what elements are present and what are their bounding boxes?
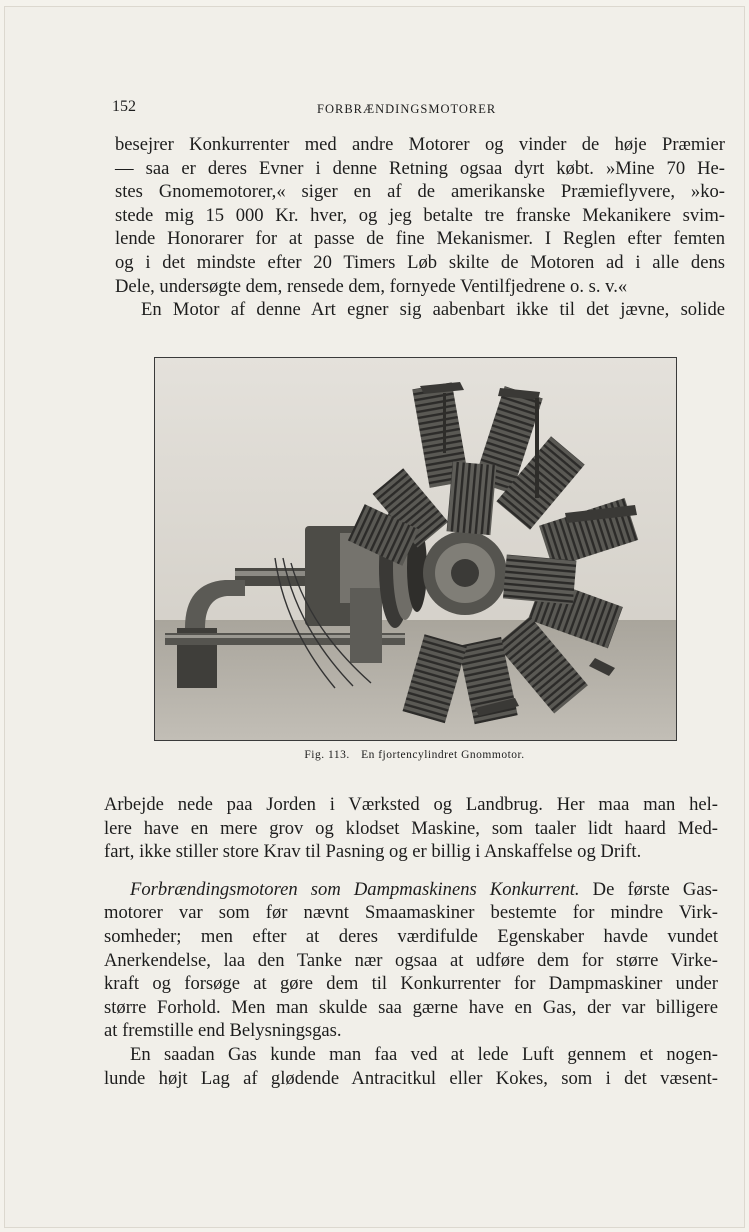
text-line: at fremstille end Belysningsgas. (104, 1020, 342, 1042)
text-line: fart, ikke stiller store Krav til Pasning og er billig i Anskaffelse og Drift. (104, 841, 642, 863)
text-fragment: De første Gas- (592, 878, 718, 900)
text-line: Anerkendelse, laa den Tanke nær ogsaa at udføre dem for større Virke- (104, 949, 718, 971)
figure-caption (154, 749, 675, 761)
running-title: FORBRÆNDINGSMOTORER (317, 102, 497, 116)
text-line: lunde højt Lag af glødende Antracitkul eller Kokes, som i det væsent- (104, 1067, 718, 1089)
section-heading: Forbrændingsmotoren som Dampmaskinens Konkurrent. (130, 878, 580, 900)
text-line: stede mig 15 000 Kr. hver, og jeg betalte tre franske Mekanikere svim- (115, 204, 725, 226)
figure-caption-text: En fjortencylindret Gnommotor. (361, 749, 525, 761)
text-line: besejrer Konkurrenter med andre Motorer og vinder de høje Præmier (115, 134, 725, 155)
text-line: og i det mindste efter 20 Timers Løb skilte de Motoren ad i alle dens (115, 251, 725, 273)
text-line: motorer var som før nævnt Smaamaskiner bestemte for mindre Virk- (104, 902, 718, 924)
rotary-engine-illustration (155, 358, 676, 740)
bottom-text-block (104, 793, 718, 1090)
text-line: større Forhold. Men man skulde saa gærne have en Gas, der var billigere (104, 996, 718, 1018)
top-text-block (115, 133, 725, 322)
figure-label: Fig. 113. (304, 749, 350, 761)
section-heading-line (104, 878, 718, 902)
text-line: — saa er deres Evner i denne Retning ogsaa dyrt købt. »Mine 70 He- (115, 157, 725, 179)
text-line: kraft og forsøge at gøre dem til Konkurrenter for Dampmaskiner under (104, 973, 718, 995)
paragraph-gap (104, 864, 718, 878)
page-header (112, 98, 652, 122)
text-line: En Motor af denne Art egner sig aabenbart ikke til det jævne, solide (141, 299, 725, 321)
text-line: lende Honorarer for at passe de fine Mekanismer. I Reglen efter femten (115, 228, 725, 250)
text-line: somheder; men efter at deres værdifulde Egenskaber havde vundet (104, 925, 718, 947)
text-line: Dele, undersøgte dem, rensede dem, fornyede Ventilfjedrene o. s. v.« (115, 275, 628, 297)
text-line: En saadan Gas kunde man faa ved at lede Luft gennem et nogen- (130, 1043, 718, 1065)
text-line: Arbejde nede paa Jorden i Værksted og Landbrug. Her maa man hel- (104, 794, 718, 815)
text-line: stes Gnomemotorer,« siger en af de amerikanske Præmieflyvere, »ko- (115, 181, 725, 203)
page-number: 152 (112, 98, 136, 115)
text-line: lere have en mere grov og klodset Maskine, som taaler lidt haard Med- (104, 817, 718, 839)
engine-photograph (154, 357, 677, 741)
